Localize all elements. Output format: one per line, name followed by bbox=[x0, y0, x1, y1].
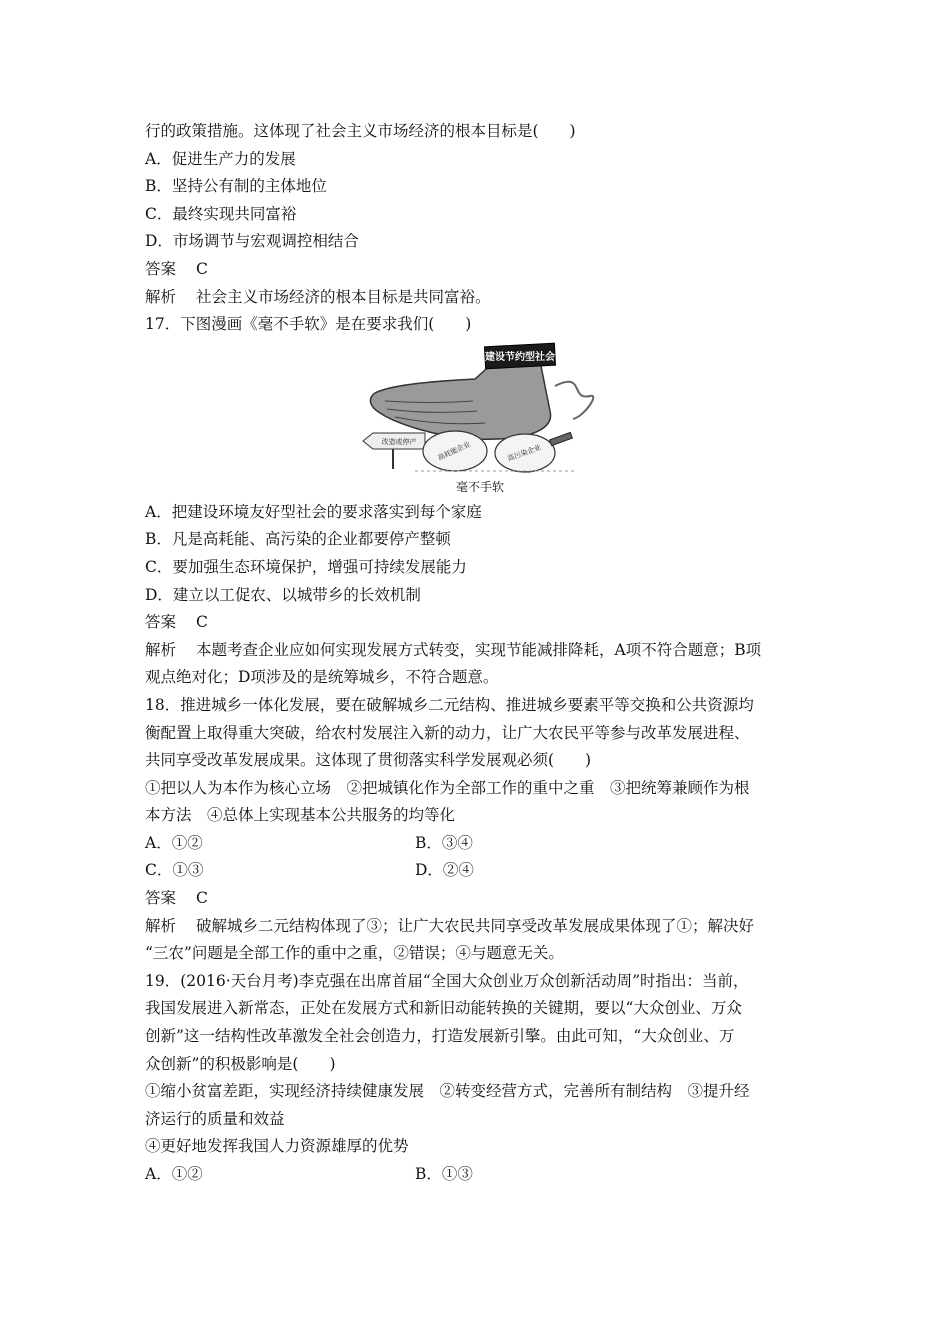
q17-stem: 17．下图漫画《毫不手软》是在要求我们( ) bbox=[145, 315, 472, 334]
q16-option-d: D．市场调节与宏观调控相结合 bbox=[145, 232, 359, 251]
q19-items-1: ①缩小贫富差距，实现经济持续健康发展 ②转变经营方式，完善所有制结构 ③提升经 bbox=[145, 1082, 750, 1101]
q18-answer bbox=[145, 885, 815, 913]
pig1-label: 高耗能企业 bbox=[436, 439, 472, 462]
answer-label: 答案 bbox=[145, 613, 177, 632]
smoke-tail bbox=[555, 382, 593, 419]
q19-items-3: ④更好地发挥我国人力资源雄厚的优势 bbox=[145, 1137, 409, 1156]
q19-stem-3: 创新”这一结构性改革激发全社会创造力，打造发展新引擎。由此可知，“大众创业、万 bbox=[145, 1027, 735, 1046]
solution-text-1: 本题考查企业应如何实现发展方式转变，实现节能减排降耗，A项不符合题意；B项 bbox=[196, 640, 762, 659]
cartoon-figure bbox=[145, 341, 815, 495]
hand-shape bbox=[370, 361, 550, 439]
q17-solution bbox=[145, 637, 815, 665]
q19-stem-1: 19．(2016·天台月考)李克强在出席首届“全国大众创业万众创新活动周”时指出：当前， bbox=[145, 971, 749, 990]
q19-stem-2: 我国发展进入新常态，正处在发展方式和新旧动能转换的关键期，要以“大众创业、万众 bbox=[145, 999, 742, 1018]
sign-text: 改造或停产 bbox=[381, 437, 417, 446]
solution-label: 解析 bbox=[145, 640, 177, 659]
answer-value: C bbox=[196, 613, 208, 632]
q19-items-2: 济运行的质量和效益 bbox=[145, 1109, 285, 1128]
cartoon-illustration bbox=[355, 341, 605, 481]
q18-solution bbox=[145, 913, 815, 941]
q18-items-1: ①把以人为本作为核心立场 ②把城镇化作为全部工作的重中之重 ③把统筹兼顾作为根 bbox=[145, 778, 750, 797]
cigarette bbox=[550, 432, 573, 445]
solution-label: 解析 bbox=[145, 916, 177, 935]
q18-solution-cont: “三农”问题是全部工作的重中之重，②错误；④与题意无关。 bbox=[145, 944, 564, 963]
q16-option-a: A．促进生产力的发展 bbox=[145, 149, 296, 168]
q18-options-row-2 bbox=[145, 857, 815, 885]
q18-option-d: D．②④ bbox=[415, 861, 474, 880]
q19-option-b: B．①③ bbox=[415, 1165, 473, 1183]
q17-option-b: B．凡是高耗能、高污染的企业都要停产整顿 bbox=[145, 530, 451, 549]
q16-option-b: B．坚持公有制的主体地位 bbox=[145, 177, 327, 196]
answer-value: C bbox=[196, 889, 208, 908]
solution-text-1: 破解城乡二元结构体现了③；让广大农民共同享受改革发展成果体现了①；解决好 bbox=[196, 916, 755, 935]
q19-option-a: A．①② bbox=[145, 1165, 203, 1183]
q17-answer bbox=[145, 609, 815, 637]
q16-option-c: C．最终实现共同富裕 bbox=[145, 204, 297, 223]
q16-stem-tail: 行的政策措施。这体现了社会主义市场经济的根本目标是( ) bbox=[145, 122, 576, 140]
pig2-label: 高污染企业 bbox=[506, 443, 543, 463]
solution-label: 解析 bbox=[145, 287, 177, 306]
q17-option-a: A．把建设环境友好型社会的要求落实到每个家庭 bbox=[145, 502, 482, 521]
page-content bbox=[145, 118, 815, 1189]
q17-option-d: D．建立以工促农、以城带乡的长效机制 bbox=[145, 585, 421, 604]
banner-text: 建设节约型社会 bbox=[485, 351, 555, 363]
q19-options-row-1 bbox=[145, 1161, 815, 1189]
solution-text: 社会主义市场经济的根本目标是共同富裕。 bbox=[196, 287, 491, 306]
answer-label: 答案 bbox=[145, 259, 177, 278]
q18-stem-2: 衡配置上取得重大突破，给农村发展注入新的动力，让广大农民平等参与改革发展进程、 bbox=[145, 723, 750, 742]
q18-stem-1: 18．推进城乡一体化发展，要在破解城乡二元结构、推进城乡要素平等交换和公共资源均 bbox=[145, 695, 754, 714]
q19-stem-4: 众创新”的积极影响是( ) bbox=[145, 1054, 336, 1073]
q16-solution bbox=[145, 284, 815, 312]
answer-value: C bbox=[196, 259, 208, 278]
q18-option-b: B．③④ bbox=[415, 833, 473, 852]
answer-label: 答案 bbox=[145, 889, 177, 908]
q18-option-a: A．①② bbox=[145, 833, 203, 852]
cartoon-caption: 毫不手软 bbox=[455, 479, 504, 494]
q17-option-c: C．要加强生态环境保护，增强可持续发展能力 bbox=[145, 557, 467, 576]
q16-answer bbox=[145, 256, 815, 284]
q18-items-2: 本方法 ④总体上实现基本公共服务的均等化 bbox=[145, 806, 456, 825]
q18-options-row-1 bbox=[145, 830, 815, 858]
q18-stem-3: 共同享受改革发展成果。这体现了贯彻落实科学发展观必须( ) bbox=[145, 751, 592, 770]
q18-option-c: C．①③ bbox=[145, 861, 204, 880]
q17-solution-cont: 观点绝对化；D项涉及的是统筹城乡，不符合题意。 bbox=[145, 668, 499, 687]
